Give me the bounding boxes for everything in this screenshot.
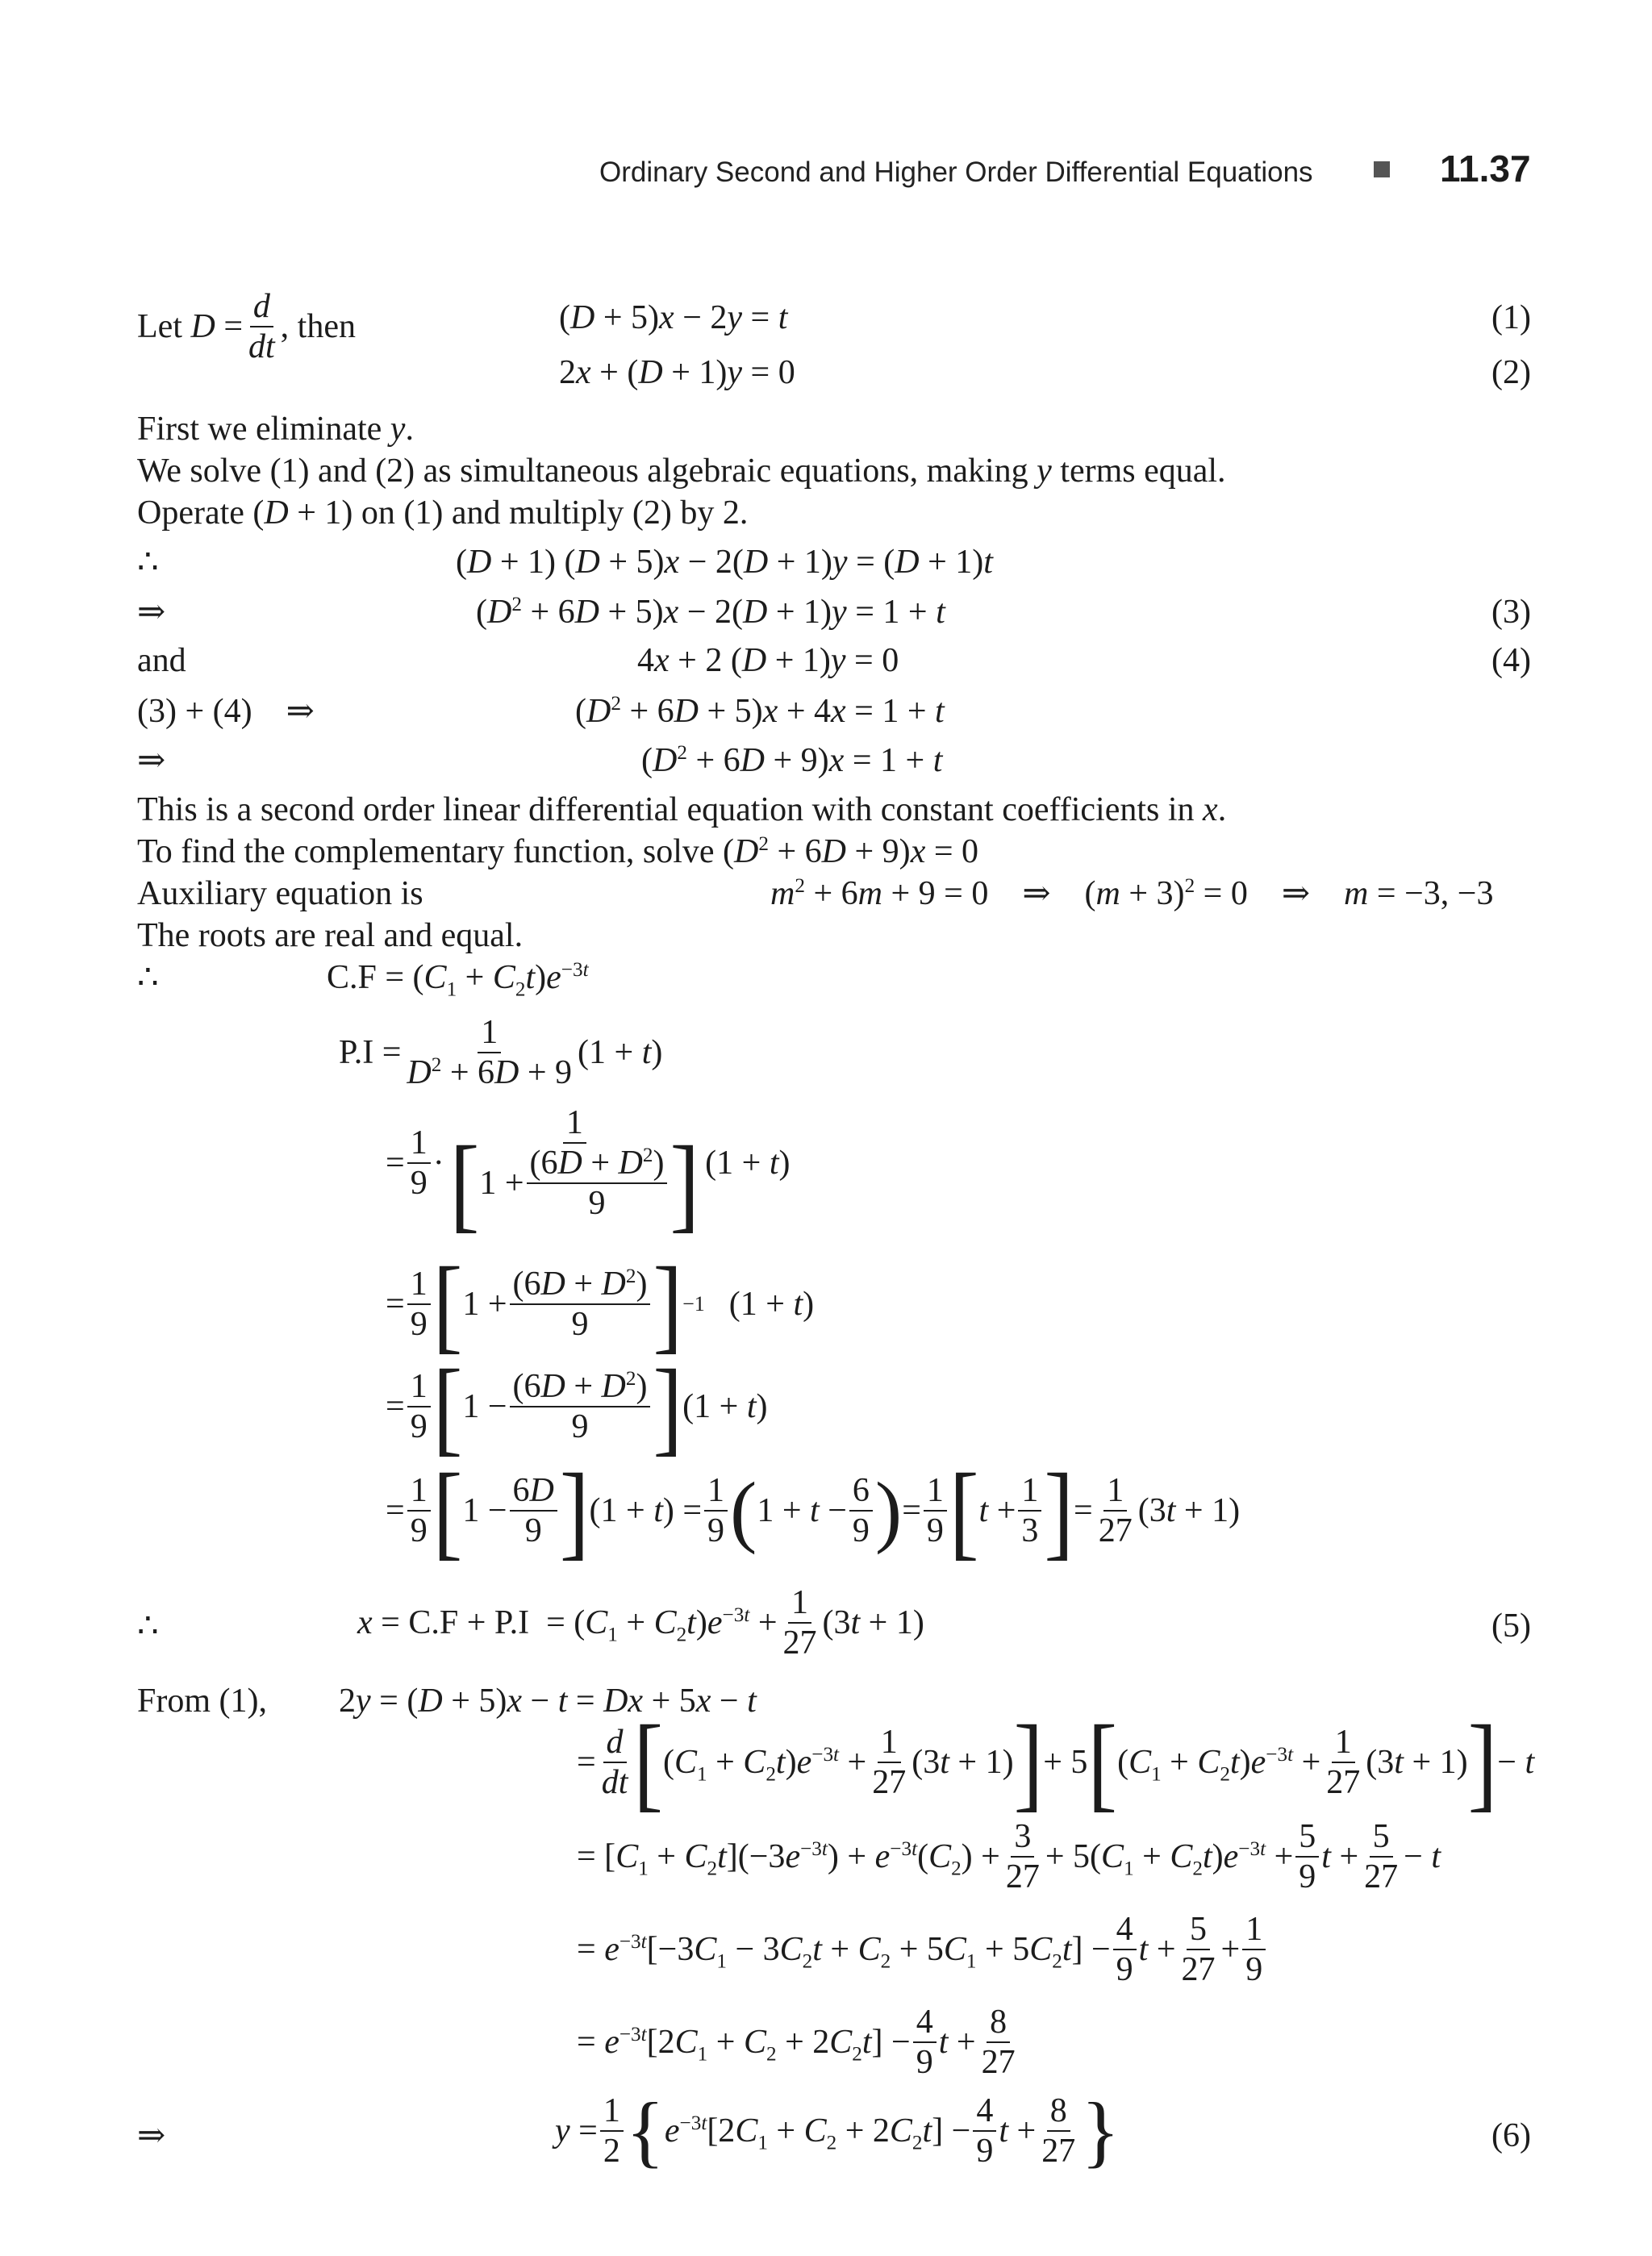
- header-square-icon: [1374, 161, 1390, 177]
- and-label: and: [137, 642, 186, 679]
- running-header-title: Ordinary Second and Higher Order Differential Equations: [599, 156, 1313, 188]
- derivation-line-3: = $e^{-3t}[-3C_1 - 3C_2t + C_2 + 5C_1 + 5C_2t]$ − $\frac{4}{9}$ t + $\frac{5}{27}$ + $\frac{1}{9}$: [577, 1912, 1268, 1987]
- pi-line-4: = $\frac{1}{9}$ [ 1 − $\frac{(6D + D^2)}{9}$ ] (1 + t): [386, 1347, 768, 1466]
- let-d-line: Let D = $\frac{d}{dt}$ , then: [137, 288, 356, 366]
- equation-5-number: (5): [1491, 1608, 1531, 1645]
- pi-line-1: P.I = $\frac{1}{D^2 + 6D + 9}$ (1 + t): [339, 1014, 663, 1092]
- line-a: (D + 1) (D + 5)x − 2(D + 1)y = (D + 1)t: [456, 544, 993, 581]
- line-e: $(D^2 + 6D + 9)x = 1 + t$: [641, 742, 943, 779]
- therefore-symbol: ∴: [137, 544, 159, 581]
- aux-label: Auxiliary equation is: [137, 875, 423, 912]
- line-d: $(D^2 + 6D + 5)x + 4x = 1 + t$: [575, 693, 945, 730]
- equation-2-number: (2): [1491, 354, 1531, 391]
- therefore-symbol-2: ∴: [137, 959, 159, 996]
- paragraph-solve: We solve (1) and (2) as simultaneous algebraic equations, making y terms equal.: [137, 452, 1226, 490]
- paragraph-roots: The roots are real and equal.: [137, 917, 524, 954]
- line-c: 4x + 2 (D + 1)y = 0: [637, 642, 899, 679]
- pi-line-2: = $\frac{1}{9}$ · 1 [ 1 + $\frac{(6D + D^2)}{9}$ ] (1 + t): [386, 1104, 791, 1243]
- paragraph-second-order: This is a second order linear differential equation with constant coefficients in x.: [137, 791, 1227, 828]
- paragraph-eliminate: First we eliminate y.: [137, 411, 414, 448]
- pi-line-3: = $\frac{1}{9}$ [ 1 + $\frac{(6D + D^2)}{9}$ ] −1 (1 + t): [386, 1245, 815, 1364]
- cf-equation: $C.F = (C_1 + C_2t)e^{-3t}$: [327, 959, 589, 1001]
- page-number: 11.37: [1440, 148, 1531, 190]
- derivation-line-4: = $e^{-3t}[2C_1 + C_2 + 2C_2t]$ − $\frac{4}{9}$ t + $\frac{8}{27}$: [577, 2004, 1016, 2082]
- therefore-symbol-3: ∴: [137, 1608, 159, 1645]
- aux-equation: $m^2 + 6m + 9 = 0$ ⇒ $(m + 3)^2 = 0$ ⇒ m = −3, −3: [770, 875, 1494, 912]
- equation-2: 2x + (D + 1)y = 0: [559, 354, 795, 391]
- paragraph-operate: Operate (D + 1) on (1) and multiply (2) by 2.: [137, 494, 749, 532]
- pi-line-5: = $\frac{1}{9}$ [ 1 − $\frac{6D}{9}$ ] (1 + t) = $\frac{1}{9}$ ( 1 + t − $\frac{6}{9}$ ) = $\frac{1}{9}$ [ t + $\frac{1}{3}$ ] = $\frac{1}{27}$ (3t + 1): [386, 1451, 1241, 1570]
- implies-symbol: ⇒: [137, 594, 166, 631]
- paragraph-complementary: To find the complementary function, solve $(D^2 + 6D + 9)x = 0$: [137, 833, 979, 870]
- implies-symbol-2: ⇒: [137, 742, 166, 779]
- equation-6-number: (6): [1491, 2117, 1531, 2154]
- line-b: $(D^2 + 6D + 5)x - 2(D + 1)y = 1 + t$: [476, 594, 945, 631]
- two-y-equation: 2y = (D + 5)x − t = Dx + 5x − t: [339, 1683, 757, 1720]
- y-equation: y = $\frac{1}{2}$ { $e^{-3t}[2C_1 + C_2 + 2C_2t]$ − $\frac{4}{9}$ t + $\frac{8}{27}$ }: [555, 2086, 1120, 2176]
- equation-4-number: (4): [1491, 642, 1531, 679]
- x-equation: $x = C.F + P.I = (C_1 + C_2t)e^{-3t}$ + $\frac{1}{27}$ (3t + 1): [357, 1584, 924, 1662]
- derivation-line-2: = $[C_1 + C_2t](-3e^{-3t}) + e^{-3t}(C_2)$ + $\frac{3}{27}$ + $5(C_1 + C_2t)e^{-3t}$ + $\frac{5}{9}$ t + $\frac{5}{27}$ − t: [577, 1818, 1441, 1896]
- equation-1: (D + 5)x − 2y = t: [559, 299, 788, 336]
- equation-1-number: (1): [1491, 299, 1531, 336]
- derivation-line-1: = $\frac{d}{dt}$ [ $(C_1 + C_2t)e^{-3t}$ + $\frac{1}{27}$ (3t + 1) ] + 5 [ $(C_1 + C_2t)e^{-3t}$ + $\frac{1}{27}$ (3t + 1) ] − t: [577, 1703, 1535, 1822]
- from-1-label: From (1),: [137, 1683, 267, 1720]
- add-label: (3) + (4) ⇒: [137, 693, 315, 730]
- equation-3-number: (3): [1491, 594, 1531, 631]
- implies-symbol-3: ⇒: [137, 2117, 166, 2154]
